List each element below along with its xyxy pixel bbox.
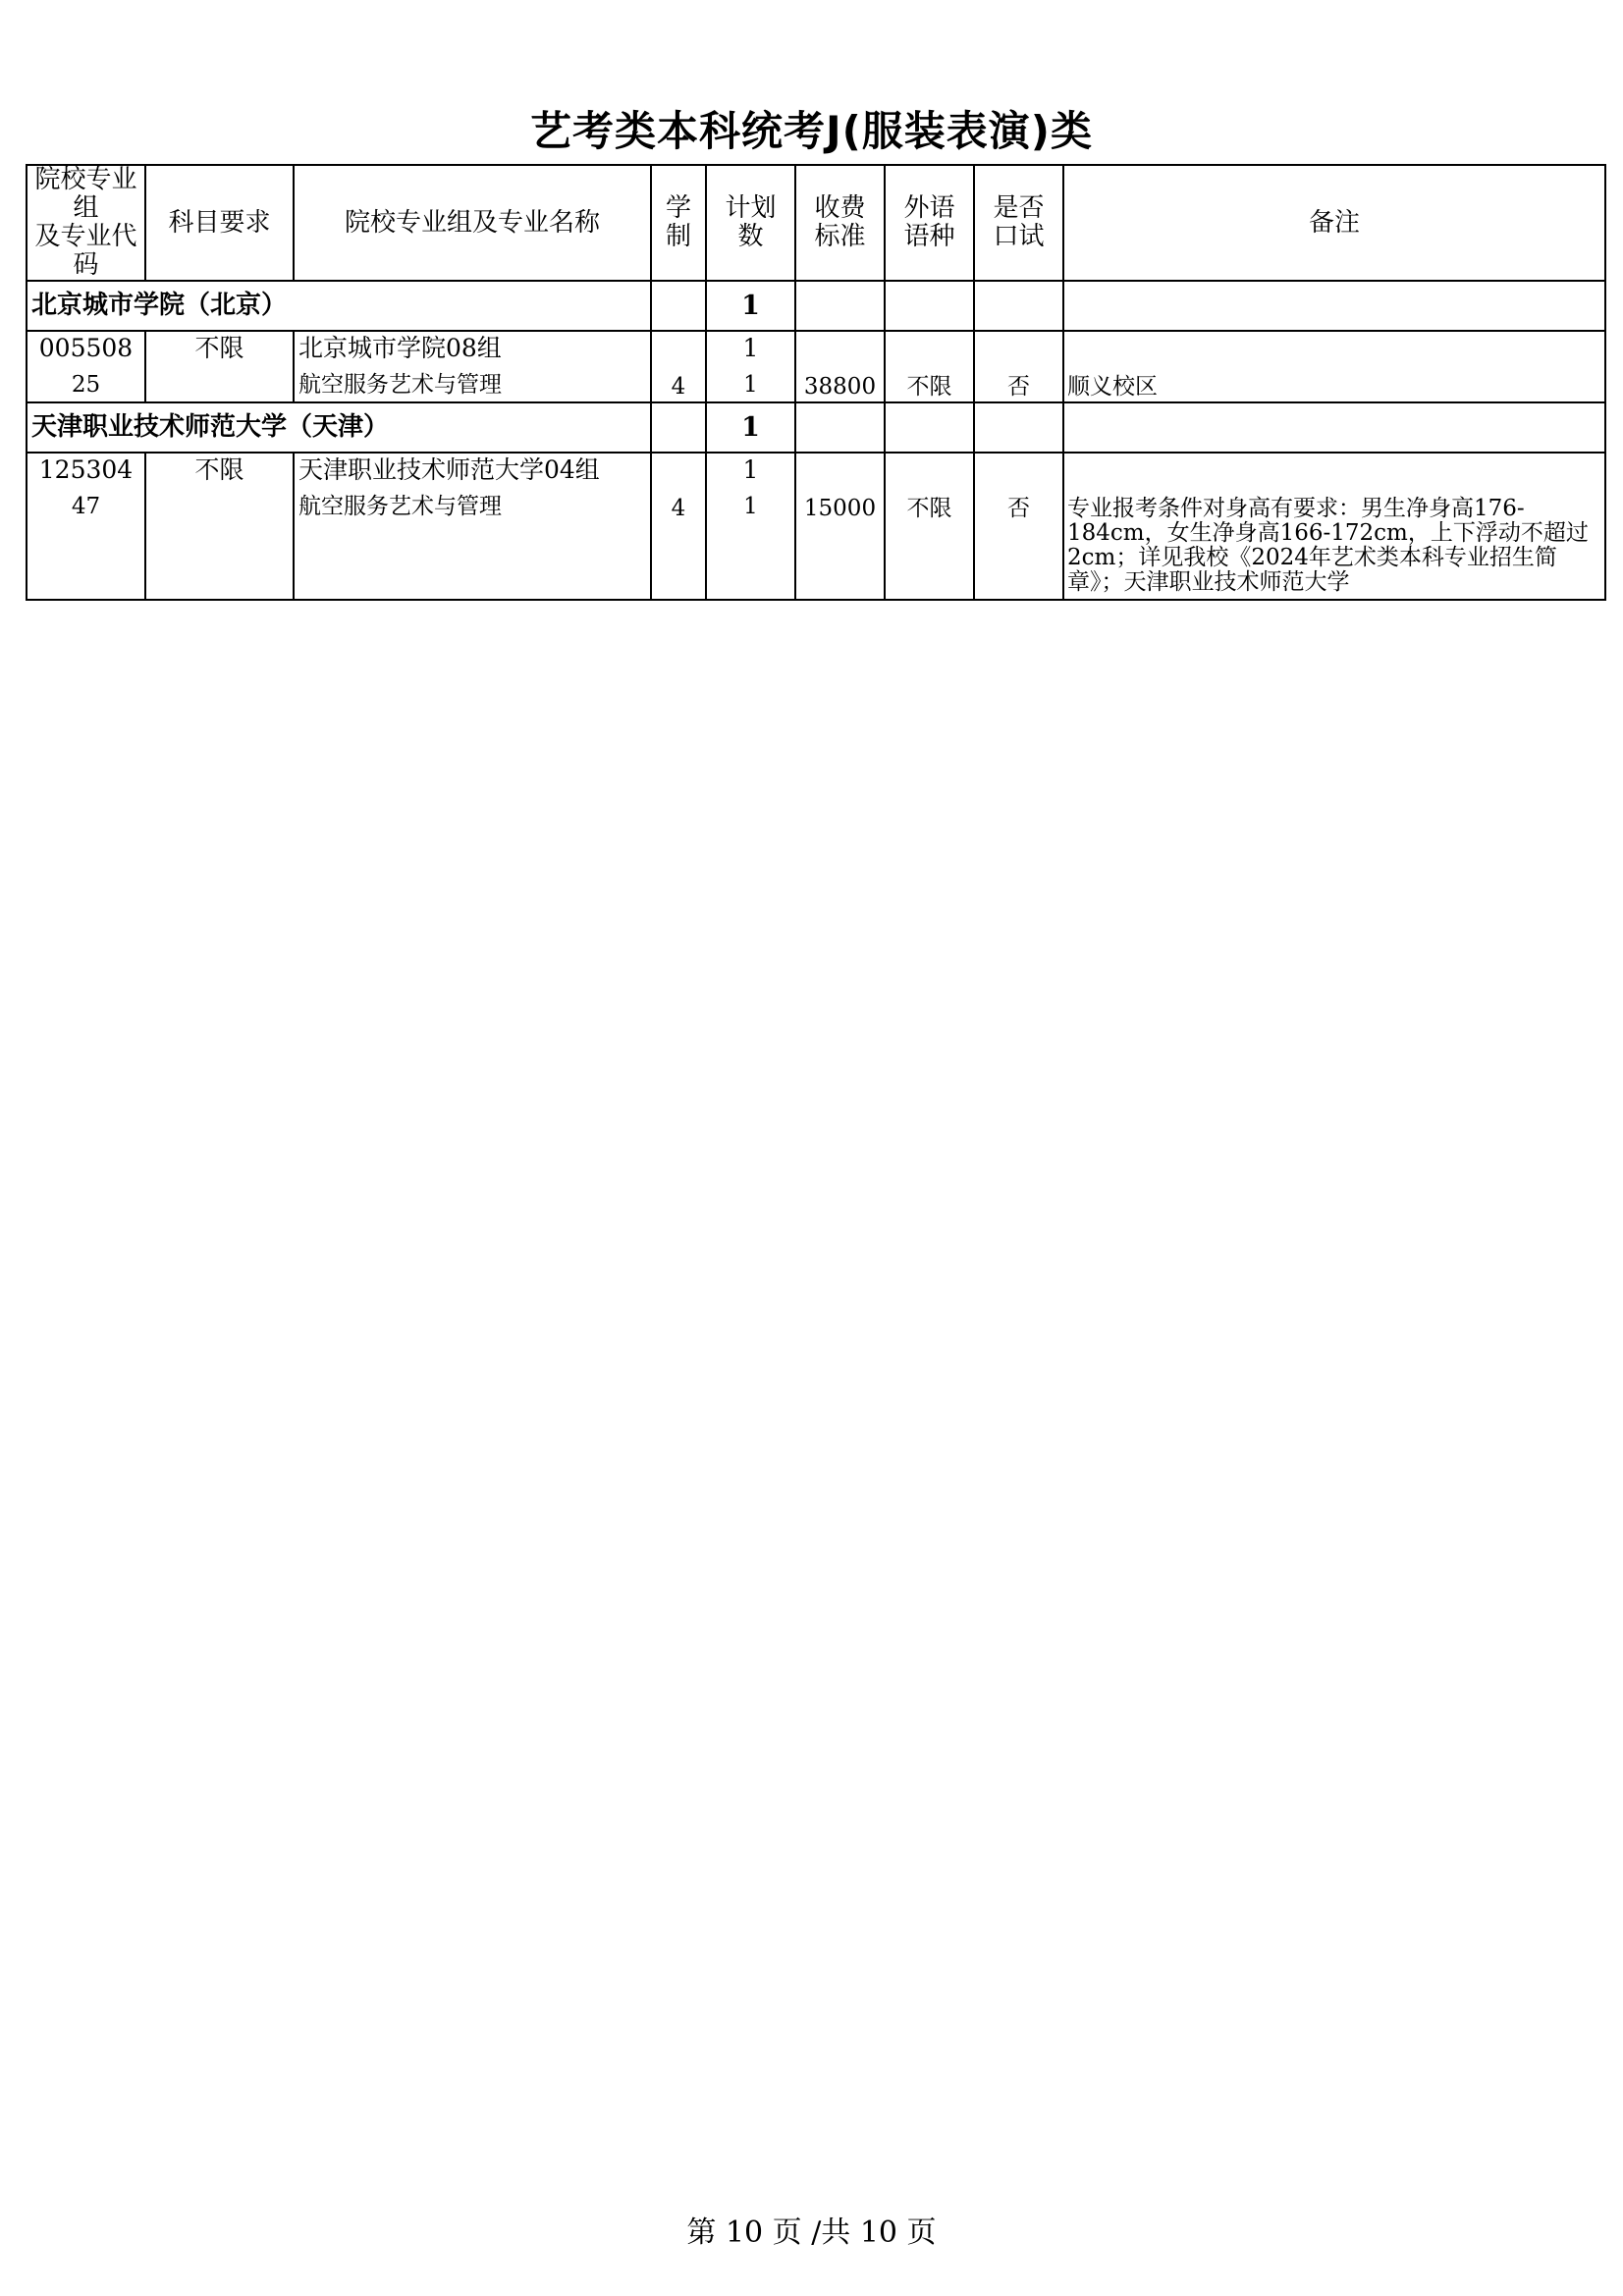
fee: 15000 [795, 453, 885, 600]
page-footer: 第 10 页 /共 10 页 [686, 2216, 937, 2250]
group-subject: 不限 [145, 331, 294, 402]
header-subject: 科目要求 [145, 165, 294, 281]
header-name: 院校专业组及专业名称 [294, 165, 651, 281]
group-and-major-name: 天津职业技术师范大学04组 航空服务艺术与管理 [294, 453, 651, 600]
note: 专业报考条件对身高有要求：男生净身高176-184cm，女生净身高166-172cm，上下浮动不超过2cm；详见我校《2024年艺术类本科专业招生简章》；天津职业技术师范大学 [1063, 453, 1605, 600]
group-code: 005508 25 [27, 331, 145, 402]
group-and-major-name: 北京城市学院08组 航空服务艺术与管理 [294, 331, 651, 402]
fee: 38800 [795, 331, 885, 402]
header-oral: 是否 口试 [974, 165, 1063, 281]
foreign-language: 不限 [885, 331, 974, 402]
major-years: 4 [651, 331, 706, 402]
foreign-language: 不限 [885, 453, 974, 600]
major-years: 4 [651, 453, 706, 600]
oral-exam: 否 [974, 331, 1063, 402]
plan-count: 1 1 [706, 331, 795, 402]
plan-count: 1 1 [706, 453, 795, 600]
school-name: 天津职业技术师范大学（天津） [27, 402, 651, 453]
header-years: 学 制 [651, 165, 706, 281]
admission-plan-table [26, 164, 1606, 601]
group-row [27, 331, 1605, 402]
header-note: 备注 [1063, 165, 1605, 281]
school-row [27, 402, 1605, 453]
school-row [27, 281, 1605, 331]
note: 顺义校区 [1063, 331, 1605, 402]
group-subject: 不限 [145, 453, 294, 600]
header-fee: 收费 标准 [795, 165, 885, 281]
table-header-row [27, 165, 1605, 281]
group-row [27, 453, 1605, 600]
group-code: 125304 47 [27, 453, 145, 600]
school-plan-total: 1 [706, 402, 795, 453]
page-title: 艺考类本科统考J(服装表演)类 [529, 107, 1094, 155]
header-lang: 外语 语种 [885, 165, 974, 281]
school-name: 北京城市学院（北京） [27, 281, 651, 331]
school-plan-total: 1 [706, 281, 795, 331]
header-plan: 计划 数 [706, 165, 795, 281]
oral-exam: 否 [974, 453, 1063, 600]
header-code: 院校专业组 及专业代码 [27, 165, 145, 281]
